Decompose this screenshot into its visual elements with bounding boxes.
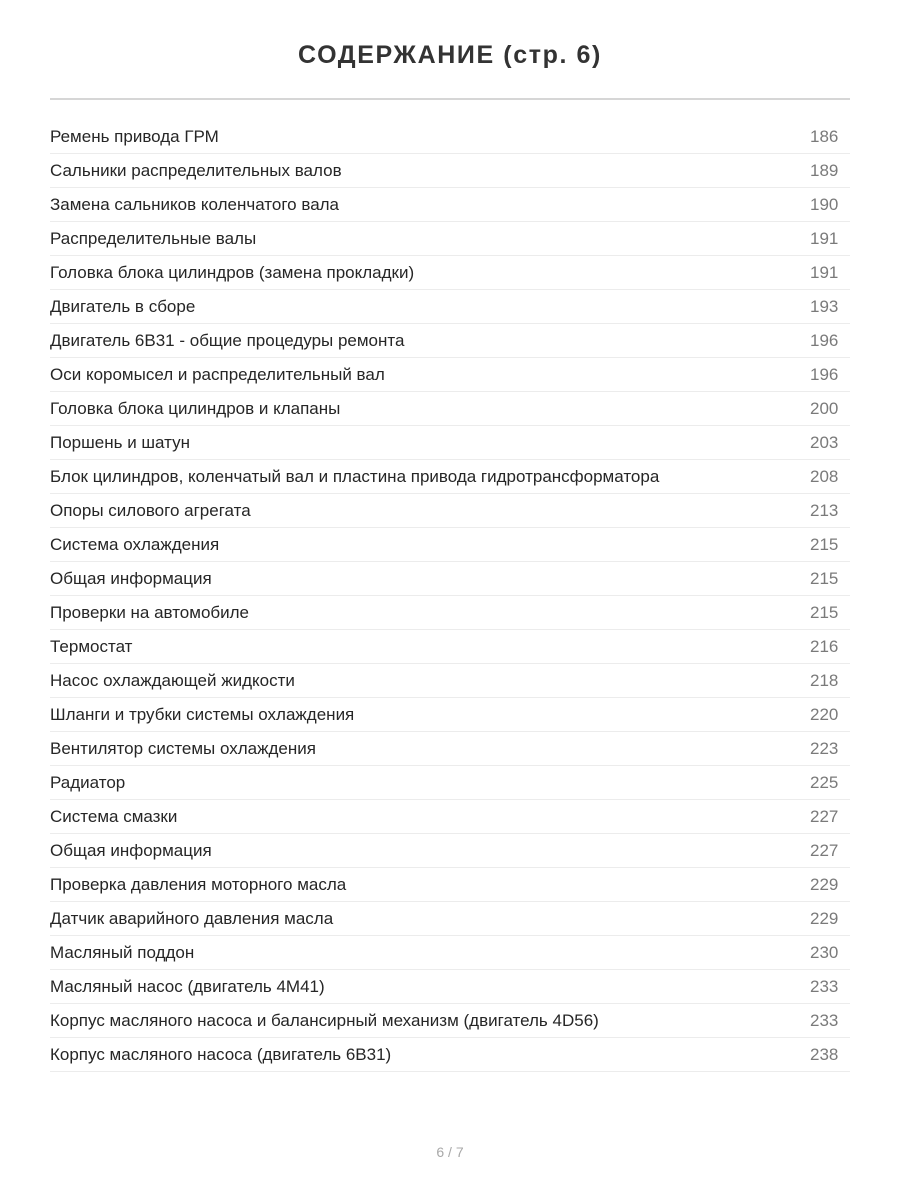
toc-entry-title: Проверка давления моторного масла [50,875,347,894]
toc-entry-page-number: 189 [810,161,839,180]
page-counter: 6 / 7 [436,1144,464,1160]
toc-entry[interactable] [50,562,850,596]
toc-entry-page-number: 216 [810,637,839,656]
toc-entry[interactable] [50,868,850,902]
toc-entry-title: Проверки на автомобиле [50,603,250,622]
toc-entry[interactable] [50,936,850,970]
page-title: СОДЕРЖАНИЕ (стр. 6) [298,41,602,69]
toc-entry[interactable] [50,460,850,494]
toc-entry-title: Термостат [50,637,133,656]
toc-entry-page-number: 215 [810,569,839,588]
toc-entry-page-number: 229 [810,909,839,928]
toc-entry-title: Вентилятор системы охлаждения [50,739,316,758]
toc-entry-page-number: 233 [810,1011,839,1030]
toc-entry-title: Радиатор [50,773,126,792]
toc-entry-title: Система смазки [50,807,178,826]
toc-entry[interactable] [50,222,850,256]
toc-entry[interactable] [50,630,850,664]
toc-entry-page-number: 208 [810,467,839,486]
table-of-contents [50,120,850,1072]
toc-entry-page-number: 203 [810,433,839,452]
toc-entry-title: Оси коромысел и распределительный вал [50,365,385,384]
toc-entry[interactable] [50,664,850,698]
toc-entry-page-number: 190 [810,195,839,214]
toc-entry[interactable] [50,732,850,766]
toc-entry-title: Опоры силового агрегата [50,501,251,520]
toc-entry-title: Насос охлаждающей жидкости [50,671,295,690]
toc-entry-page-number: 230 [810,943,839,962]
toc-entry[interactable] [50,188,850,222]
toc-entry-page-number: 223 [810,739,839,758]
toc-entry-title: Головка блока цилиндров (замена прокладки) [50,263,415,282]
toc-entry-page-number: 215 [810,603,839,622]
toc-entry-title: Ремень привода ГРМ [50,127,219,146]
toc-entry[interactable] [50,154,850,188]
toc-entry-page-number: 186 [810,127,839,146]
toc-entry[interactable] [50,392,850,426]
toc-entry-page-number: 225 [810,773,839,792]
toc-entry-title: Датчик аварийного давления масла [50,909,334,928]
toc-entry-page-number: 193 [810,297,839,316]
toc-entry-title: Масляный поддон [50,943,195,962]
toc-entry-title: Замена сальников коленчатого вала [50,195,340,214]
toc-entry[interactable] [50,290,850,324]
toc-entry[interactable] [50,120,850,154]
toc-entry[interactable] [50,766,850,800]
toc-entry-page-number: 215 [810,535,839,554]
toc-entry-title: Поршень и шатун [50,433,190,452]
toc-entry-page-number: 196 [810,331,839,350]
toc-entry-title: Головка блока цилиндров и клапаны [50,399,341,418]
toc-entry-page-number: 200 [810,399,839,418]
toc-entry[interactable] [50,1038,850,1072]
toc-entry[interactable] [50,800,850,834]
toc-entry[interactable] [50,358,850,392]
toc-entry-title: Двигатель в сборе [50,297,196,316]
toc-entry-title: Масляный насос (двигатель 4М41) [50,977,325,996]
toc-entry-page-number: 227 [810,807,839,826]
toc-entry-title: Сальники распределительных валов [50,161,342,180]
toc-entry[interactable] [50,426,850,460]
toc-entry[interactable] [50,494,850,528]
toc-entry-page-number: 238 [810,1045,839,1064]
toc-entry-title: Блок цилиндров, коленчатый вал и пластина привода гидротрансформатора [50,467,660,486]
toc-entry[interactable] [50,698,850,732]
toc-entry-title: Шланги и трубки системы охлаждения [50,705,355,724]
toc-entry-title: Общая информация [50,841,212,860]
toc-entry-page-number: 196 [810,365,839,384]
toc-entry-title: Система охлаждения [50,535,220,554]
toc-entry[interactable] [50,596,850,630]
toc-entry[interactable] [50,834,850,868]
toc-entry-title: Корпус масляного насоса и балансирный механизм (двигатель 4D56) [50,1011,599,1030]
toc-entry-page-number: 191 [810,263,839,282]
title-divider [50,98,850,100]
toc-entry-page-number: 229 [810,875,839,894]
toc-entry-page-number: 191 [810,229,839,248]
toc-entry[interactable] [50,1004,850,1038]
toc-entry-title: Общая информация [50,569,212,588]
toc-entry-page-number: 220 [810,705,839,724]
toc-entry-page-number: 233 [810,977,839,996]
toc-entry[interactable] [50,970,850,1004]
toc-entry[interactable] [50,256,850,290]
toc-entry[interactable] [50,324,850,358]
toc-entry-title: Корпус масляного насоса (двигатель 6В31) [50,1045,392,1064]
toc-entry-page-number: 218 [810,671,839,690]
toc-entry-title: Распределительные валы [50,229,257,248]
toc-entry[interactable] [50,528,850,562]
toc-entry[interactable] [50,902,850,936]
toc-entry-title: Двигатель 6В31 - общие процедуры ремонта [50,331,405,350]
toc-entry-page-number: 227 [810,841,839,860]
toc-entry-page-number: 213 [810,501,839,520]
